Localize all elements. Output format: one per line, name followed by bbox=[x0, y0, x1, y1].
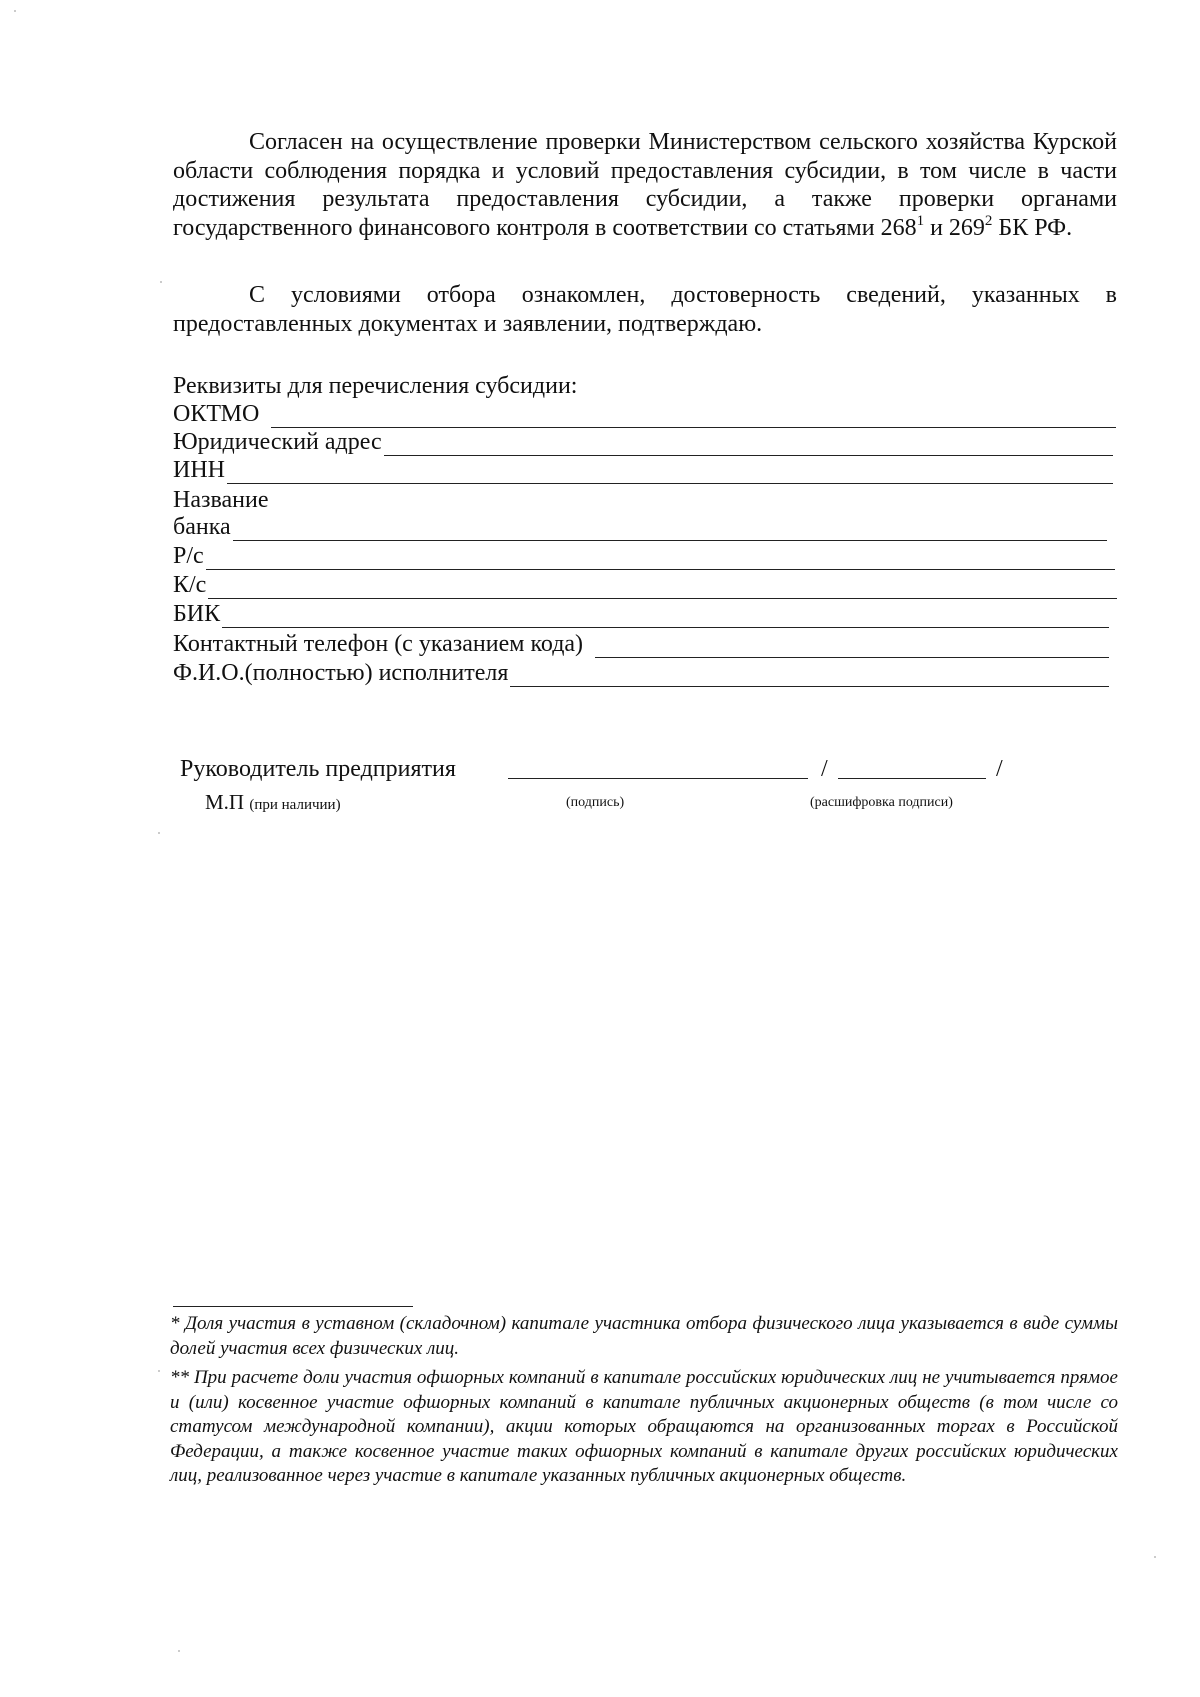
rs-field[interactable] bbox=[173, 542, 1115, 570]
bik-field[interactable] bbox=[173, 600, 1109, 628]
consent-text: Согласен на осуществление проверки Министерством сельского хозяйства Курской области соблюдения порядка и условий предоставления субсидии, в том числе в части достижения результата предоставления субсидии, а также проверки органами государственного финансового контроля в соответствии со статьями 268 bbox=[173, 129, 1117, 241]
ks-field[interactable] bbox=[173, 571, 1117, 599]
signature-decode-line[interactable] bbox=[838, 778, 986, 779]
oktmo-label: ОКТМО bbox=[173, 401, 260, 427]
rs-line[interactable] bbox=[206, 547, 1115, 570]
bank-name-label-line2: банка bbox=[173, 514, 231, 540]
footnote-separator bbox=[173, 1306, 413, 1307]
scan-speck bbox=[178, 1650, 180, 1652]
legal-address-field[interactable] bbox=[173, 428, 1113, 456]
superscript-2: 2 bbox=[984, 212, 993, 229]
signature-line[interactable] bbox=[508, 778, 808, 779]
bank-name-field[interactable] bbox=[173, 513, 1107, 541]
decode-caption: (расшифровка подписи) bbox=[810, 795, 953, 810]
requisites-title: Реквизиты для перечисления субсидии: bbox=[173, 373, 578, 399]
inn-field[interactable] bbox=[173, 456, 1113, 484]
legal-address-label: Юридический адрес bbox=[173, 429, 382, 455]
consent-text-after: БК РФ. bbox=[992, 214, 1073, 241]
stamp-label bbox=[205, 790, 341, 817]
ks-line[interactable] bbox=[208, 576, 1117, 599]
executor-field[interactable] bbox=[173, 659, 1109, 687]
phone-line[interactable] bbox=[595, 635, 1109, 658]
inn-label: ИНН bbox=[173, 457, 225, 483]
stamp-note: (при наличии) bbox=[249, 797, 341, 813]
sign-caption: (подпись) bbox=[566, 795, 625, 810]
inn-line[interactable] bbox=[227, 461, 1113, 484]
phone-label: Контактный телефон (с указанием кода) bbox=[173, 631, 584, 657]
scan-speck bbox=[158, 1370, 160, 1372]
rs-label: Р/с bbox=[173, 543, 204, 569]
oktmo-field[interactable] bbox=[173, 400, 1116, 428]
executor-line[interactable] bbox=[510, 664, 1109, 687]
scan-speck bbox=[1154, 1556, 1156, 1558]
oktmo-line[interactable] bbox=[271, 405, 1116, 428]
footnote-2: ** При расчете доли участия офшорных компаний в капитале российских юридических лиц не учитывается прямое и (или) косвенное участие офшорных компаний в капитале публичных акционерных обществ (в том числе со статусом международной компании), акции которых обращаются на организованных торгах в Российской Федерации, а также косвенное участие таких офшорных компаний в капитале других российских юридических лиц, реализованное через участие в капитале указанных публичных акционерных обществ. bbox=[170, 1367, 1118, 1486]
bik-line[interactable] bbox=[222, 605, 1109, 628]
signature-captions bbox=[0, 790, 1200, 814]
ks-label: К/с bbox=[173, 572, 207, 598]
stamp-mp: М.П bbox=[205, 790, 245, 814]
bik-label: БИК bbox=[173, 601, 221, 627]
slash-right: / bbox=[996, 756, 1003, 782]
consent-paragraph bbox=[173, 128, 1117, 242]
slash-left: / bbox=[821, 756, 828, 782]
signature-row bbox=[180, 754, 1040, 784]
superscript-1: 1 bbox=[916, 212, 925, 229]
confirm-paragraph: С условиями отбора ознакомлен, достоверность сведений, указанных в предоставленных документах и заявлении, подтверждаю. bbox=[173, 282, 1117, 337]
legal-address-line[interactable] bbox=[384, 433, 1113, 456]
executor-label: Ф.И.О.(полностью) исполнителя bbox=[173, 660, 509, 686]
bank-name-label-line1: Название bbox=[173, 487, 269, 513]
scan-speck bbox=[158, 832, 160, 834]
scan-speck bbox=[160, 281, 162, 283]
consent-text-between: и 269 bbox=[924, 214, 985, 241]
bank-name-line[interactable] bbox=[233, 518, 1107, 541]
scan-speck bbox=[14, 10, 16, 12]
footnote-1: * Доля участия в уставном (складочном) капитале участника отбора физического лица указывается в виде суммы долей участия всех физических лиц. bbox=[170, 1313, 1118, 1359]
head-label: Руководитель предприятия bbox=[180, 756, 456, 782]
phone-field[interactable] bbox=[173, 630, 1109, 658]
